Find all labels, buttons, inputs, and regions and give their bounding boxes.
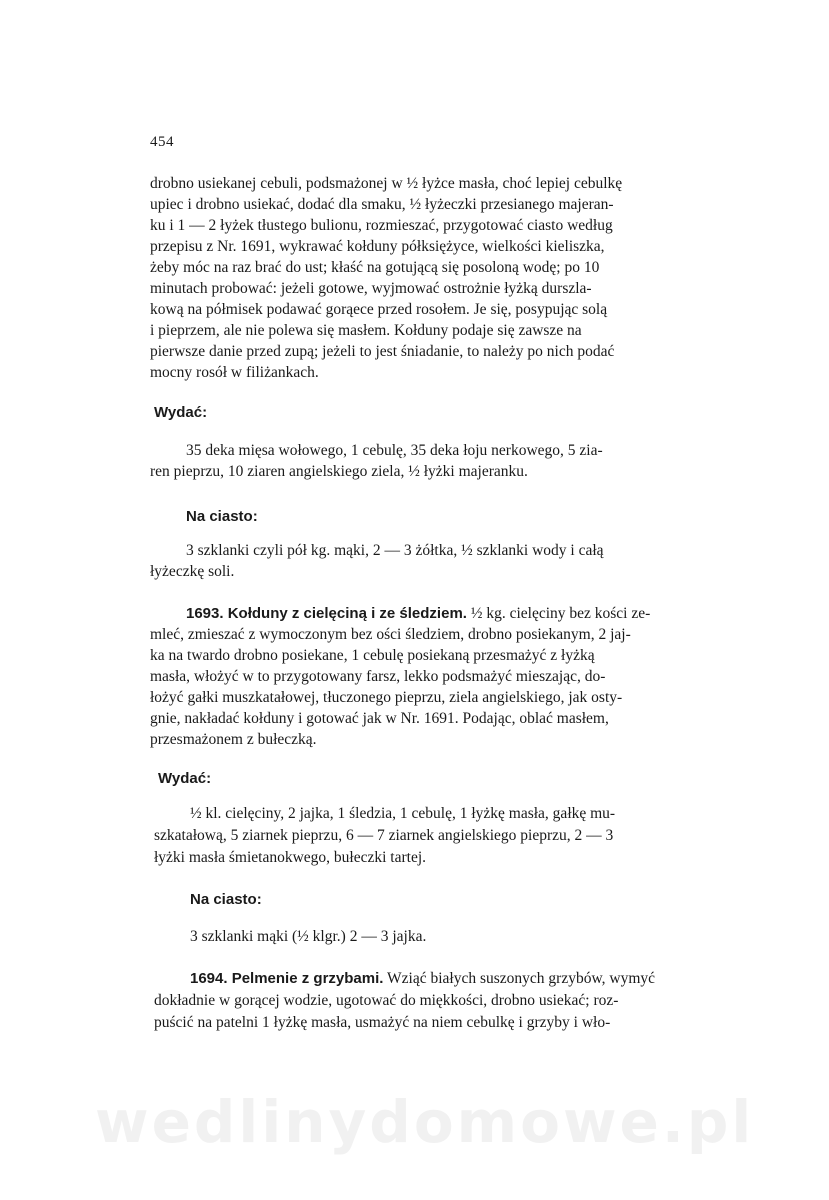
text-line: puścić na patelni 1 łyżkę masła, usmażyć na niem cebulkę i grzyby i wło- [154,1014,611,1031]
text-line: szkatałową, 5 ziarnek pieprzu, 6 — 7 ziarnek angielskiego pieprzu, 2 — 3 [154,827,614,844]
text-line: minutach probować: jeżeli gotowe, wyjmować ostrożnie łyżką durszla- [150,280,592,297]
text-line: drobno usiekanej cebuli, podsmażonej w ½ łyżce masła, choć lepiej cebulkę [150,175,623,192]
site-watermark: wedlinydomowe.pl [95,1088,755,1156]
text-line: łożyć gałki muszkatałowej, tłuczonego pieprzu, ziela angielskiego, jak osty- [150,689,623,706]
text-line: Wziąć białych suszonych grzybów, wymyć [383,970,656,987]
recipe-title: 1694. Pelmenie z grzybami. [190,970,384,987]
recipe-first-line [190,969,655,989]
text-line: kową na półmisek podawać gorąece przed rosołem. Je się, posypując solą [150,301,608,318]
page-number: 454 [150,134,174,150]
text-line: 3 szklanki mąki (½ klgr.) 2 — 3 jajka. [190,928,427,945]
text-line: ren pieprzu, 10 ziaren angielskiego ziela, ½ łyżki majeranku. [150,463,528,480]
text-line: ½ kg. cielęciny bez kości ze- [466,605,651,622]
text-line: pierwsze danie przed zupą; jeżeli to jest śniadanie, to należy po nich podać [150,343,615,360]
text-line: i pieprzem, ale nie polewa się masłem. Kołduny podaje się zawsze na [150,322,582,339]
text-line: przesmażonem z bułeczką. [150,731,317,748]
recipe-title: 1693. Kołduny z cielęciną i ze śledziem. [186,605,467,622]
section-heading: Wydać: [154,404,208,421]
text-line: 35 deka mięsa wołowego, 1 cebulę, 35 deka łoju nerkowego, 5 zia- [186,442,603,459]
text-line: 3 szklanki czyli pół kg. mąki, 2 — 3 żółtka, ½ szklanki wody i całą [186,542,604,559]
text-line: ka na twardo drobno posiekane, 1 cebulę posiekaną przesmażyć z łyżką [150,647,595,664]
text-line: ½ kl. cielęciny, 2 jajka, 1 śledzia, 1 cebulę, 1 łyżkę masła, gałkę mu- [190,805,616,822]
section-heading: Na ciasto: [186,508,258,525]
text-line: żeby móc na raz brać do ust; kłaść na gotującą się posoloną wodę; po 10 [150,259,600,276]
text-line: gnie, nakładać kołduny i gotować jak w Nr. 1691. Podając, oblać masłem, [150,710,609,727]
text-line: masła, włożyć w to przygotowany farsz, lekko podsmażyć mieszając, do- [150,668,606,685]
section-heading: Na ciasto: [190,891,262,908]
text-line: przepisu z Nr. 1691, wykrawać kołduny półksiężyce, wielkości kieliszka, [150,238,605,255]
recipe-first-line [186,604,650,624]
text-line: łyżki masła śmietanokwego, bułeczki tartej. [154,849,427,866]
section-heading: Wydać: [158,770,212,787]
text-line: dokładnie w gorącej wodzie, ugotować do miękkości, drobno usiekać; roz- [154,992,619,1009]
text-line: upiec i drobno usiekać, dodać dla smaku, ½ łyżeczki przesianego majeran- [150,196,614,213]
text-line: mocny rosół w filiżankach. [150,364,319,381]
text-line: ku i 1 — 2 łyżek tłustego bulionu, rozmieszać, przygotować ciasto według [150,217,613,234]
text-line: łyżeczkę soli. [150,563,235,580]
text-line: mleć, zmieszać z wymoczonym bez ości śledziem, drobno posiekanym, 2 jaj- [150,626,631,643]
